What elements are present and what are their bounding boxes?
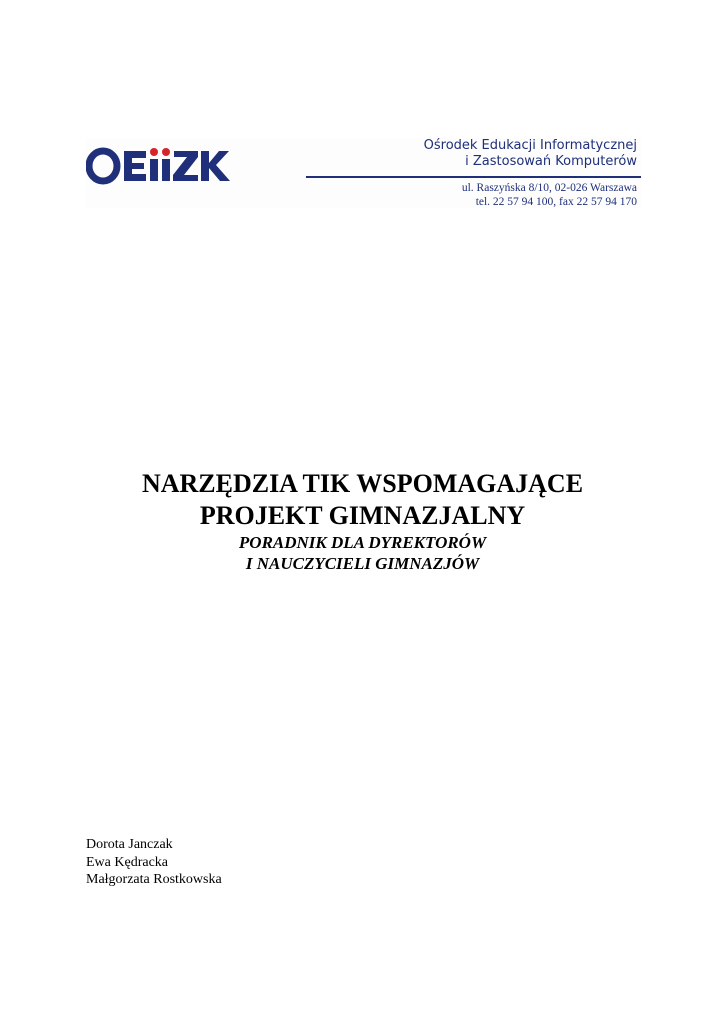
title-line1: NARZĘDZIA TIK WSPOMAGAJĄCE: [141, 469, 584, 498]
title-line2: PROJEKT GIMNAZJALNY: [199, 501, 526, 530]
subtitle-line1: PORADNIK DLA DYREKTORÓW: [238, 533, 487, 552]
title-block: [0, 468, 725, 574]
subtitle-line2: I NAUCZYCIELI GIMNAZJÓW: [245, 554, 480, 573]
org-address: ul. Raszyńska 8/10, 02-026 Warszawa: [461, 182, 637, 194]
org-name-line1: Ośrodek Edukacji Informatycznej: [423, 138, 637, 153]
organization-name: [424, 138, 637, 170]
author-list: [86, 836, 222, 889]
author-name: Małgorzata Rostkowska: [86, 872, 222, 887]
author-name: Dorota Janczak: [86, 837, 173, 852]
oeiizk-logo: [86, 146, 232, 186]
org-phone: tel. 22 57 94 100, fax 22 57 94 170: [475, 196, 637, 208]
author-name: Ewa Kędracka: [86, 854, 169, 870]
letterhead-divider: [306, 176, 641, 178]
letterhead: [86, 138, 641, 208]
org-name-line2: i Zastosowań Komputerów: [465, 154, 637, 169]
organization-contact: [462, 181, 637, 209]
